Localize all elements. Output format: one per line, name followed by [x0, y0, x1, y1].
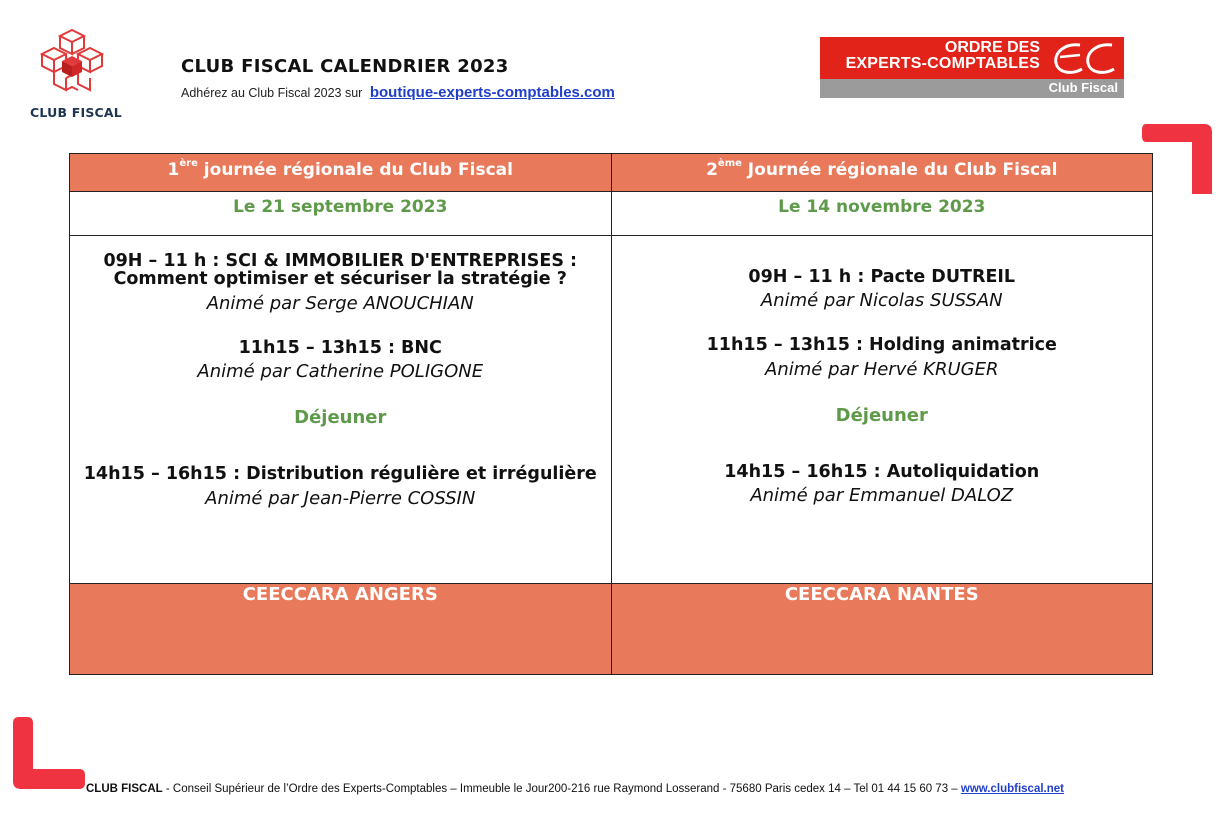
session-time: 14h15 – 16h15 : Autoliquidation	[724, 461, 1040, 482]
column-1-program	[70, 236, 612, 584]
page-footer	[86, 783, 1064, 795]
column-2-program	[611, 236, 1153, 584]
ec-monogram-icon	[1046, 39, 1120, 79]
table-header-row	[70, 154, 1153, 192]
session-host: Animé par Serge ANOUCHIAN	[206, 292, 474, 314]
date-row	[70, 192, 1153, 236]
column-1-title-text: journée régionale du Club Fiscal	[197, 160, 513, 180]
footer-address: - Conseil Supérieur de l’Ordre des Experts-Comptables – Immeuble le Jour200-216 rue Raymond Losserand - 75680 Paris cedex 14 – Tel 01 44 15 60 73 –	[162, 783, 961, 795]
column-2-title	[611, 154, 1153, 192]
session-time: 09H – 11 h : SCI & IMMOBILIER D'ENTREPRISES : Comment optimiser et sécuriser la stratégie ?	[103, 251, 578, 290]
session-1-2	[70, 339, 611, 382]
session-2-2	[612, 336, 1153, 379]
session-2-1	[612, 268, 1153, 311]
footer-website-link[interactable]: www.clubfiscal.net	[960, 783, 1064, 795]
corner-mark-bottom-left	[13, 717, 85, 789]
session-time: 14h15 – 16h15 : Distribution régulière et irrégulière	[83, 464, 597, 485]
column-1-date: Le 21 septembre 2023	[70, 192, 612, 236]
session-host: Animé par Catherine POLIGONE	[197, 361, 484, 383]
ordinal-2: 2	[706, 160, 718, 180]
shop-link[interactable]: boutique-experts-comptables.com	[369, 84, 615, 101]
session-2-3	[612, 463, 1153, 506]
oec-line1: ORDRE DES	[944, 39, 1040, 56]
logo-label: CLUB FISCAL	[30, 105, 122, 120]
column-2-title-text: Journée régionale du Club Fiscal	[741, 160, 1058, 180]
column-1-title	[70, 154, 612, 192]
session-1-3	[70, 465, 611, 508]
subtitle-text: Adhérez au Club Fiscal 2023 sur	[181, 86, 363, 100]
session-time: 11h15 – 13h15 : BNC	[238, 337, 442, 358]
header-subtitle	[181, 84, 615, 101]
page-title: CLUB FISCAL CALENDRIER 2023	[181, 56, 509, 77]
calendar-table	[69, 153, 1153, 675]
oec-line2: EXPERTS-COMPTABLES	[845, 55, 1040, 72]
session-host: Animé par Emmanuel DALOZ	[750, 485, 1014, 507]
column-2-date: Le 14 novembre 2023	[611, 192, 1153, 236]
session-1-1	[70, 252, 611, 314]
lunch-label: Déjeuner	[294, 407, 387, 429]
session-host: Animé par Nicolas SUSSAN	[760, 290, 1003, 312]
cube-icon	[38, 26, 106, 96]
oec-line3: Club Fiscal	[1048, 80, 1118, 95]
session-time: 11h15 – 13h15 : Holding animatrice	[706, 335, 1057, 356]
location-row	[70, 584, 1153, 675]
column-1-location: CEECCARA ANGERS	[70, 584, 612, 675]
lunch-label: Déjeuner	[835, 404, 928, 426]
session-host: Animé par Hervé KRUGER	[765, 358, 999, 380]
oec-badge	[820, 37, 1124, 99]
column-2-location: CEECCARA NANTES	[611, 584, 1153, 675]
footer-org: CLUB FISCAL	[86, 783, 163, 795]
ordinal-1: 1	[167, 160, 180, 180]
ordinal-1-sup: ère	[179, 158, 198, 170]
session-host: Animé par Jean-Pierre COSSIN	[205, 487, 476, 509]
program-row	[70, 236, 1153, 584]
ordinal-2-sup: ème	[717, 158, 742, 170]
club-fiscal-logo	[26, 26, 126, 122]
session-time: 09H – 11 h : Pacte DUTREIL	[748, 267, 1016, 287]
